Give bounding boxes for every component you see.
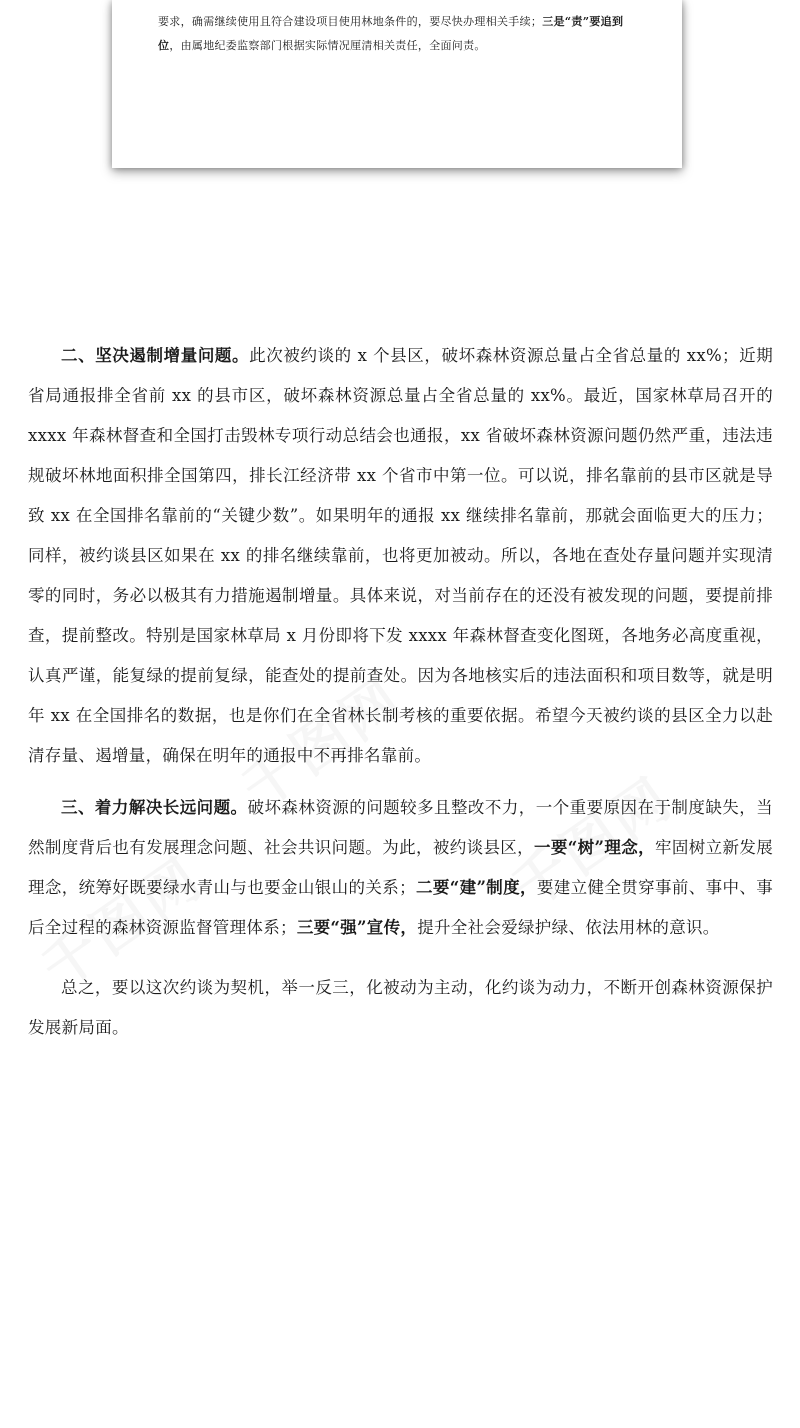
section-three-paragraph xyxy=(28,788,773,948)
conclusion-paragraph: 总之，要以这次约谈为契机，举一反三，化被动为主动，化约谈为动力，不断开创森林资源保护发展新局面。 xyxy=(28,978,773,1037)
section-three-text-1: 破坏森林资源的问题较多且整改不力，一个重要原因在于制度缺失，当然制度背后也有发展理念问题、社会共识问题。为此，被约谈县区， xyxy=(28,798,773,857)
article-body xyxy=(28,336,773,1048)
section-three-bold-1: 一要“树”理念， xyxy=(534,838,655,857)
preview-text-1: 要求，确需继续使用且符合建设项目使用林地条件的，要尽快办理相关手续； xyxy=(158,15,543,28)
document-preview-card xyxy=(112,0,682,168)
section-two-heading: 二、坚决遏制增量问题。 xyxy=(61,346,250,365)
section-three-text-4: 提升全社会爱绿护绿、依法用林的意识。 xyxy=(417,918,720,937)
section-three-text-2: 牢固树立新发展理念，统筹好既要绿水青山与也要金山银山的关系； xyxy=(28,838,773,897)
section-three-heading: 三、着力解决长远问题。 xyxy=(61,798,248,817)
section-two-text: 此次被约谈的 x 个县区，破坏森林资源总量占全省总量的 xx%；近期省局通报排全省前 xx 的县市区，破坏森林资源总量占全省总量的 xx%。最近，国家林草局召开的 xxxx 年森林督查和全国打击毁林专项行动总结会也通报，xx 省破坏森林资源问题仍然严重，违法违规破坏林地面积排全国第四，排长江经济带 xx 个省市中第一位。可以说，排名靠前的县市区就是导致 xx 在全国排名靠前的“关键少数”。如果明年的通报 xx 继续排名靠前，那就会面临更大的压力；同样，被约谈县区如果在 xx 的排名继续靠前，也将更加被动。所以，各地在查处存量问题并实现清零的同时，务必以极其有力措施遏制增量。具体来说，对当前存在的还没有被发现的问题，要提前排查，提前整改。特别是国家林草局 x 月份即将下发 xxxx 年森林督查变化图斑，各地务必高度重视，认真严谨，能复绿的提前复绿，能查处的提前查处。因为各地核实后的违法面积和项目数等，就是明年 xx 在全国排名的数据，也是你们在全省林长制考核的重要依据。希望今天被约谈的县区全力以赴清存量、遏增量，确保在明年的通报中不再排名靠前。 xyxy=(28,346,773,765)
preview-paragraph xyxy=(158,10,642,58)
section-two-paragraph xyxy=(28,336,773,776)
section-three-text-3: 要建立健全贯穿事前、事中、事后全过程的森林资源监督管理体系； xyxy=(28,878,773,937)
section-three-bold-2: 二要“建”制度， xyxy=(415,878,537,897)
preview-bold-phrase: 三是“责”要追到位 xyxy=(158,15,624,52)
preview-text-2: ，由属地纪委监察部门根据实际情况厘清相关责任，全面问责。 xyxy=(169,39,486,52)
section-three-bold-3: 三要“强”宣传， xyxy=(296,918,418,937)
